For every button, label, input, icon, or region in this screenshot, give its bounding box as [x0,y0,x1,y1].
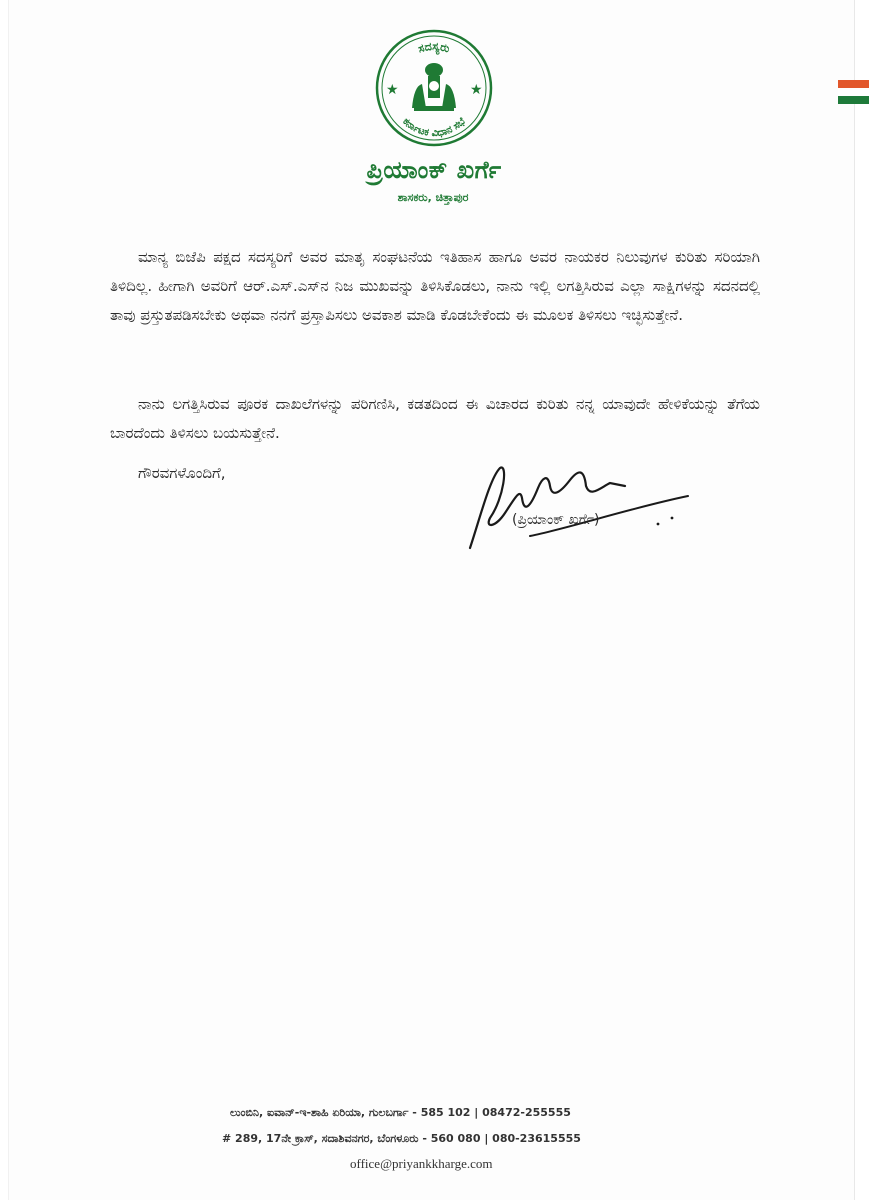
closing-salutation: ಗೌರವಗಳೊಂದಿಗೆ, [138,464,226,482]
svg-text:★: ★ [470,82,483,98]
letterhead-title: ಶಾಸಕರು, ಚಿತ್ತಾಪುರ [397,191,469,204]
karnataka-assembly-emblem-icon [374,28,494,148]
footer-address-bengaluru: # 289, 17ನೇ ಕ್ರಾಸ್, ಸದಾಶಿವನಗರ, ಬೆಂಗಳೂರು - 560 080 | 080-23615555 [222,1132,581,1145]
svg-text:ಸದಸ್ಯರು [416,40,451,56]
letterhead-name: ಪ್ರಿಯಾಂಕ್ ಖರ್ಗೆ [366,156,502,184]
svg-text:ಕರ್ನಾಟಕ ವಿಧಾನ ಸಭೆ [400,116,468,139]
body-paragraph-1: ಮಾನ್ಯ ಬಿಜೆಪಿ ಪಕ್ಷದ ಸದಸ್ಯರಿಗೆ ಅವರ ಮಾತೃ ಸಂಘಟನೆಯ ಇತಿಹಾಸ ಹಾಗೂ ಅವರ ನಾಯಕರ ನಿಲುವುಗಳ ಕುರಿತು ಸರಿಯಾಗಿ ತಿಳಿದಿಲ್ಲ. ಹೀಗಾಗಿ ಅವರಿಗೆ ಆರ್.ಎಸ್.ಎಸ್‌ನ ನಿಜ ಮುಖವನ್ನು ತಿಳಿಸಿಕೊಡಲು, ನಾನು ಇಲ್ಲಿ ಲಗತ್ತಿಸಿರುವ ಎಲ್ಲಾ ಸಾಕ್ಷಿಗಳನ್ನು ಸದನದಲ್ಲಿ ತಾವು ಪ್ರಸ್ತುತಪಡಿಸಬೇಕು ಅಥವಾ ನನಗೆ ಪ್ರಸ್ತಾಪಿಸಲು ಅವಕಾಶ ಮಾಡಿ ಕೊಡಬೇಕೆಂದು ಈ ಮೂಲಕ ತಿಳಿಸಲು ಇಚ್ಛಿಸುತ್ತೇನೆ. [110,248,760,324]
handwritten-signature [460,458,690,558]
emblem-bottom-text: ಕರ್ನಾಟಕ ವಿಧಾನ ಸಭೆ [400,116,468,140]
flag-icon [838,80,869,104]
footer-address-gulbarga: ಲುಂಬಿನಿ, ಐವಾನ್-ಇ-ಶಾಹಿ ಏರಿಯಾ, ಗುಲಬರ್ಗಾ - 585 102 | 08472-255555 [230,1106,571,1119]
emblem-top-text: ಸದಸ್ಯರು [416,39,452,56]
svg-text:★: ★ [386,82,399,98]
signatory-name: (ಪ್ರಿಯಾಂಕ್ ಖರ್ಗೆ) [512,512,600,528]
footer-email: office@priyankkharge.com [350,1156,493,1171]
body-paragraph-2: ನಾನು ಲಗತ್ತಿಸಿರುವ ಪೂರಕ ದಾಖಲೆಗಳನ್ನು ಪರಿಗಣಿಸಿ, ಕಡತದಿಂದ ಈ ವಿಚಾರದ ಕುರಿತು ನನ್ನ ಯಾವುದೇ ಹೇಳಿಕೆಯನ್ನು ತೆಗೆಯ ಬಾರದೆಂದು ತಿಳಿಸಲು ಬಯಸುತ್ತೇನೆ. [110,395,760,442]
